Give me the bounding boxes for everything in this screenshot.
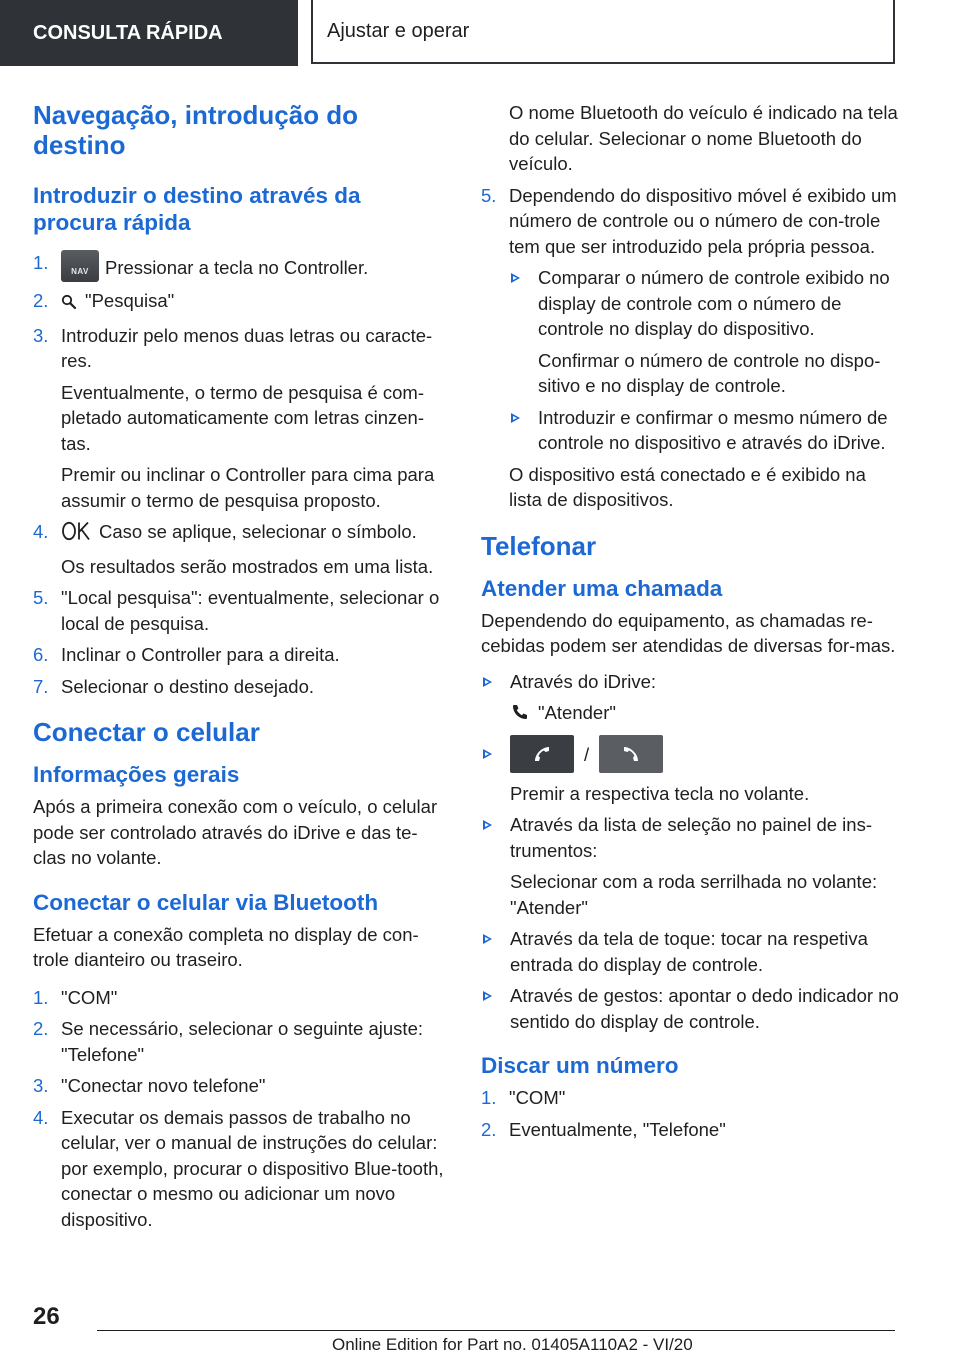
heading-bluetooth: Conectar o celular via Bluetooth (33, 889, 379, 915)
bluetooth-name-text: O nome Bluetooth do veículo é indicado na tela do celular. Selecionar o nome Bluetooth do veículo. (509, 102, 898, 174)
list-item (33, 674, 448, 700)
bullet-note: Confirmar o número de controle no dispo-sitivo e no display de controle. (538, 349, 881, 396)
step-note: Premir ou inclinar o Controller para cima para assumir o termo de pesquisa proposto. (61, 464, 435, 511)
step-text: "COM" (61, 986, 118, 1008)
step-text: "COM" (509, 1087, 566, 1108)
step-text: Selecionar o destino desejado. (61, 675, 315, 697)
page-number: 26 (33, 1303, 60, 1330)
nav-key-label: NAV (71, 267, 89, 276)
phone-icon (510, 702, 530, 729)
triangle-bullet-icon (511, 273, 520, 283)
list-item (33, 323, 448, 514)
heading-connect-phone: Conectar o celular (33, 717, 260, 747)
bluetooth-text: Efetuar a conexão completa no display de con-trole dianteiro ou traseiro. (33, 923, 419, 970)
heading-general-info: Informações gerais (33, 762, 240, 787)
answer-call-key-icon (510, 735, 574, 773)
slash-separator: / (584, 743, 590, 765)
list-item (33, 585, 448, 636)
step-text: Pressionar a tecla no Controller. (105, 257, 369, 278)
end-call-key-icon (599, 735, 663, 773)
step-number: 6. (33, 644, 49, 665)
step-number: 3. (33, 1075, 49, 1096)
bullet-note: "Atender" (538, 702, 616, 723)
nav-key-icon (61, 250, 99, 282)
list-item (481, 983, 901, 1034)
list-item (33, 288, 448, 317)
edition-text: Online Edition for Part no. 01405A110A2 - VI/20 (332, 1335, 693, 1354)
list-item (33, 642, 448, 668)
footer-divider (97, 1330, 895, 1331)
bluetooth-steps-continued (481, 183, 901, 513)
general-info-text: Após a primeira conexão com o veículo, o celular pode ser controlado através do iDrive e das te-clas no volante. (33, 796, 438, 868)
left-column (33, 100, 448, 1238)
step-text: Dependendo do dispositivo móvel é exibido um número de controle ou o número de con-trole tem que ser introduzido pela própria pessoa. (509, 184, 897, 257)
step-number: 2. (33, 1018, 49, 1039)
step-number: 1. (33, 986, 49, 1008)
list-item (509, 405, 901, 456)
page-header (0, 0, 960, 66)
step-number: 3. (33, 324, 49, 346)
section-tab (0, 0, 298, 66)
list-item (33, 1016, 448, 1067)
section-title: CONSULTA RÁPIDA (33, 21, 223, 44)
step-number: 4. (33, 521, 49, 542)
bullet-text: Comparar o número de controle exibido no display de controle com o número de controle no display do dispositivo. (538, 267, 890, 339)
heading-answer-call: Atender uma chamada (481, 575, 723, 601)
bullet-text: Através da lista de seleção no painel de ins-trumentos: (510, 814, 872, 861)
list-item (33, 519, 448, 579)
list-item (481, 183, 901, 513)
bluetooth-steps (33, 985, 448, 1233)
bullet-note: Selecionar com a roda serrilhada no volante: "Atender" (510, 871, 878, 918)
step-text: Eventualmente, "Telefone" (509, 1118, 726, 1140)
step-number: 2. (33, 290, 49, 311)
triangle-bullet-icon (511, 413, 520, 423)
chapter-tab (311, 0, 895, 64)
triangle-bullet-icon (483, 677, 492, 687)
heading-dial-number: Discar um número (481, 1053, 679, 1078)
bullet-text: Através do iDrive: (510, 670, 656, 692)
answer-options (481, 669, 901, 1035)
heading-quick-search: Introduzir o destino através da procura rápida (33, 183, 361, 235)
list-item (481, 669, 901, 729)
bullet-note: Premir a respectiva tecla no volante. (510, 782, 810, 804)
triangle-bullet-icon (483, 991, 492, 1001)
list-item (481, 1085, 901, 1111)
step-text: Inclinar o Controller para a direita. (61, 644, 340, 665)
list-item (481, 735, 901, 807)
heading-navigation: Navegação, introdução do destino (33, 100, 359, 160)
control-number-options (509, 265, 901, 456)
ok-icon (61, 521, 91, 548)
list-item (33, 1073, 448, 1099)
step-number: 5. (33, 587, 49, 608)
step-number: 4. (33, 1106, 49, 1128)
chapter-title: Ajustar e operar (327, 19, 470, 42)
step-number: 1. (481, 1087, 497, 1108)
step-text: "Conectar novo telefone" (61, 1075, 266, 1096)
triangle-bullet-icon (483, 749, 492, 759)
connected-text: O dispositivo está conectado e é exibido na lista de dispositivos. (509, 463, 866, 510)
step-text: Caso se aplique, selecionar o símbolo. (99, 521, 417, 542)
search-icon (61, 291, 77, 317)
step-number: 2. (481, 1118, 497, 1140)
step-text: "Local pesquisa": eventualmente, selecionar o local de pesquisa. (61, 587, 440, 634)
dial-steps (481, 1085, 901, 1142)
step-number: 5. (481, 184, 497, 206)
step-note: Os resultados serão mostrados em uma lista. (61, 555, 434, 577)
step-number: 7. (33, 675, 49, 697)
list-item (481, 926, 901, 977)
answer-text: Dependendo do equipamento, as chamadas re-cebidas podem ser atendidas de diversas for-mas. (481, 609, 896, 656)
list-item (481, 1117, 901, 1143)
list-item (33, 985, 448, 1011)
list-item (33, 250, 448, 282)
step-text: "Pesquisa" (85, 290, 175, 311)
triangle-bullet-icon (483, 934, 492, 944)
list-item (509, 265, 901, 399)
list-item (481, 812, 901, 920)
bullet-text: Através da tela de toque: tocar na respetiva entrada do display de controle. (510, 928, 868, 975)
step-note: Eventualmente, o termo de pesquisa é com-pletado automaticamente com letras cinzen-tas. (61, 381, 424, 454)
list-item (33, 1105, 448, 1233)
bullet-text: Introduzir e confirmar o mesmo número de controle no dispositivo e através do iDrive. (538, 406, 888, 453)
heading-telephone: Telefonar (481, 530, 597, 561)
right-column (481, 100, 901, 1148)
step-text: Executar os demais passos de trabalho no celular, ver o manual de instruções do celular: por exemplo, procurar o dispositivo Blue-tooth, conectar o mesmo ou adicionar um novo dispositivo. (61, 1106, 444, 1230)
step-text: Introduzir pelo menos duas letras ou caracte-res. (61, 324, 433, 371)
triangle-bullet-icon (483, 820, 492, 830)
step-number: 1. (33, 252, 49, 273)
bullet-text: Através de gestos: apontar o dedo indicador no sentido do display de controle. (510, 985, 899, 1032)
quick-search-steps (33, 250, 448, 699)
step-text: Se necessário, selecionar o seguinte ajuste: "Telefone" (61, 1018, 423, 1065)
